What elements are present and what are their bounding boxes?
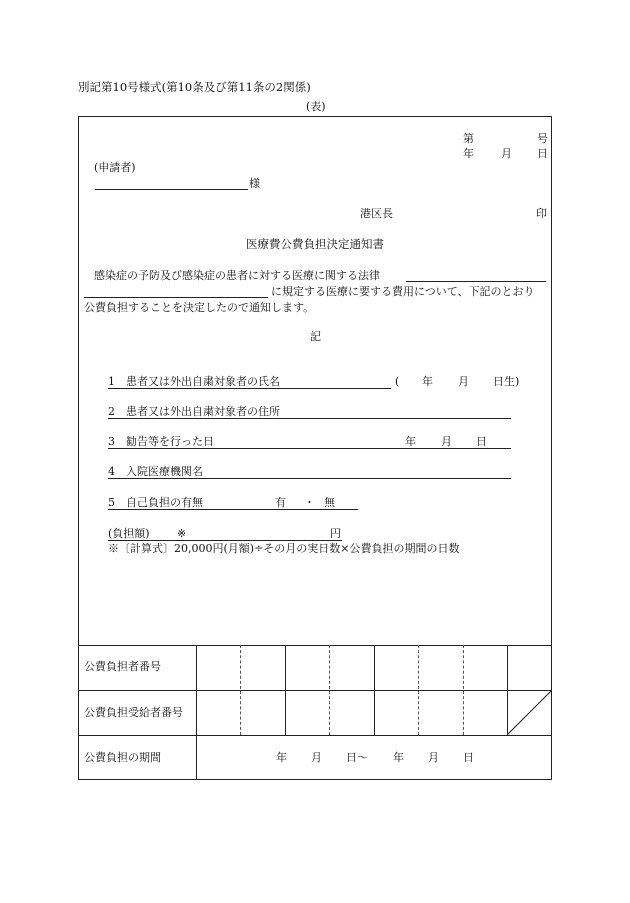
side-label: (表)	[306, 100, 326, 113]
item-5-underline	[108, 509, 358, 510]
digit-divider	[285, 645, 286, 735]
item-5-dot: ・	[304, 496, 315, 509]
issuer-seal: 印	[536, 207, 547, 220]
date-day: 日	[537, 147, 548, 160]
law-name-line-b	[84, 297, 268, 298]
table-row-divider-1	[78, 690, 552, 691]
period-year-2: 年	[393, 751, 404, 764]
digit-divider	[418, 645, 419, 735]
digit-divider	[329, 645, 330, 735]
applicant-sama: 様	[249, 177, 260, 190]
ki-heading: 記	[310, 330, 321, 343]
number-go: 号	[537, 132, 548, 145]
form-reference: 別記第10号様式(第10条及び第11条の2関係)	[78, 80, 311, 94]
document-title: 医療費公費負担決定通知書	[246, 237, 384, 251]
item-5-ari: 有	[275, 496, 286, 509]
burden-formula-note: ※〔計算式〕20,000円(月額)÷その月の実日数×公費負担の期間の日数	[108, 542, 460, 555]
item-1-month: 月	[458, 375, 469, 388]
body-line-1: 感染症の予防及び感染症の患者に対する医療に関する法律	[94, 269, 380, 282]
item-3-underline	[108, 448, 511, 449]
item-1-label: 1 患者又は外出自粛対象者の氏名	[108, 375, 280, 388]
burden-underline	[108, 540, 342, 541]
row-label-period: 公費負担の期間	[84, 751, 161, 764]
date-month: 月	[501, 147, 512, 160]
period-month-1: 月	[311, 751, 322, 764]
digit-divider	[240, 645, 241, 735]
applicant-label: (申請者)	[94, 161, 136, 174]
item-2-underline	[108, 418, 511, 419]
period-year-1: 年	[276, 751, 287, 764]
digit-divider	[463, 645, 464, 735]
item-3-label: 3 勧告等を行った日	[108, 435, 214, 448]
date-year: 年	[463, 147, 474, 160]
law-name-line-a	[406, 281, 546, 282]
item-3-year: 年	[405, 435, 416, 448]
item-1-underline	[108, 388, 391, 389]
period-month-2: 月	[428, 751, 439, 764]
applicant-name-line	[95, 189, 248, 190]
void-cell-diagonal	[507, 690, 552, 735]
row-label-payer-number: 公費負担者番号	[84, 660, 161, 673]
item-5-nashi: 無	[324, 496, 335, 509]
item-1-paren: (	[395, 375, 400, 388]
period-day-1: 日〜	[346, 751, 368, 764]
number-dai: 第	[463, 132, 474, 145]
item-3-day: 日	[476, 435, 487, 448]
table-top-border	[78, 645, 552, 646]
burden-yen: 円	[330, 527, 341, 540]
item-2-label: 2 患者又は外出自粛対象者の住所	[108, 405, 280, 418]
issuer-name: 港区長	[360, 207, 393, 220]
period-day-2: 日	[463, 751, 474, 764]
digit-divider	[374, 645, 375, 735]
body-line-3: 公費負担することを決定したので通知します。	[84, 301, 315, 314]
item-1-birth: 日生)	[493, 375, 520, 388]
row-label-recipient-number: 公費負担受給者番号	[84, 706, 183, 719]
burden-mark: ※	[177, 527, 187, 540]
item-4-underline	[108, 478, 511, 479]
table-label-column-divider	[196, 645, 197, 780]
body-line-2: に規定する医療に要する費用について、下記のとおり	[271, 285, 535, 298]
table-row-divider-2	[78, 735, 552, 736]
item-3-month: 月	[441, 435, 452, 448]
item-5-label: 5 自己負担の有無	[108, 496, 203, 509]
item-1-year: 年	[422, 375, 433, 388]
item-4-label: 4 入院医療機関名	[108, 465, 203, 478]
burden-label: (負担額)	[108, 527, 150, 540]
